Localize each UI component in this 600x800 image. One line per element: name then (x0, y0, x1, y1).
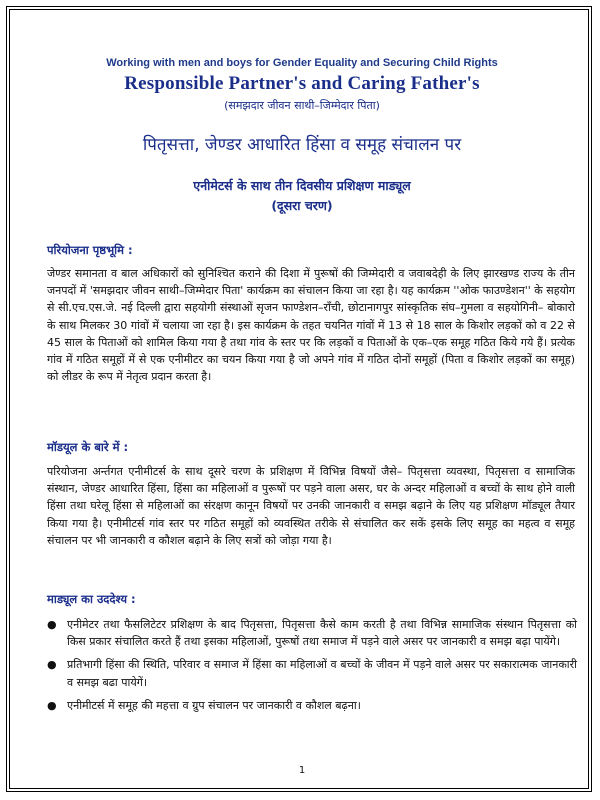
document-page (6, 6, 592, 792)
section-heading-objectives: माड्यूल का उददेश्य : (47, 592, 136, 606)
topic-heading: पितृसत्ता, जेण्डर आधारित हिंसा व समूह संचालन पर (142, 135, 462, 155)
section-heading-about-module: मॉडयूल के बारे में : (47, 440, 129, 454)
module-phase: (दूसरा चरण) (271, 198, 333, 213)
list-item (47, 697, 577, 714)
section-heading-background: परियोजना पृष्ठभूमि : (47, 243, 133, 257)
objective-text: एनीमेटर तथा फैसलिटेटर प्रशिक्षण के बाद पितृसत्ता, पितृसत्ता कैसे काम करती है तथा विभिन्न सामाजिक संस्थान पितृसत्ता को किस प्रकार संचालित करते हैं तथा इसका महिलाओं, पुरूषों तथा समाज में पड़ने वाले असर पर जानकारी व समझ बढ़ा पायेंगे। (67, 618, 577, 649)
main-title: Responsible Partner's and Caring Father's (124, 73, 480, 94)
objective-text: प्रतिभागी हिंसा की स्थिति, परिवार व समाज में हिंसा का महिलाओं व बच्चों के जीवन में पड़ने वाले असर पर सकारात्मक जानकारी व समझ बढा पायेगें। (67, 658, 577, 689)
bullet-icon: ● (47, 698, 57, 712)
bullet-icon: ● (47, 618, 57, 631)
page-number: 1 (298, 765, 306, 776)
about-module-paragraph: परियोजना अर्न्तगत एनीमीटर्स के साथ दूसरे चरण के प्रशिक्षण में विभिन्न विषयों जैसे– पितृसत्ता व्यवस्था, पितृसत्ता व सामाजिक संस्थान, जेण्डर आधारित हिंसा, हिंसा का महिलाओं व पुरूषों पर पड़ने वाला असर, घर के अन्दर महिलाओं व बच्चों के साथ होने वाली हिंसा तथा घरेलू हिंसा से महिलाओं का संरक्षण कानून विषयों पर उनकी जानकारी व समझ बढ़ाने के लिए यह प्रशिक्षण मॉड्यूल तैयार किया गया है। एनीमीटर्स गांव स्तर पर गठित समूहों को व्यवस्थित तरीके से संचालित कर सकें इसके लिए समूह का महत्व व समूह संचालन पर भी जानकारी व कौशल बढ़ाने के लिए सत्रों को जोड़ा गया है। (47, 465, 575, 547)
list-item (47, 616, 577, 650)
tagline: Working with men and boys for Gender Equality and Securing Child Rights (106, 57, 498, 69)
list-item (47, 656, 577, 690)
bullet-icon: ● (47, 658, 57, 672)
module-title: एनीमेटर्स के साथ तीन दिवसीय प्रशिक्षण माड्यूल (193, 178, 411, 193)
objectives-list (47, 616, 577, 720)
main-subtitle: (समझदार जीवन साथी–जिम्मेदार पिता) (224, 99, 380, 112)
background-paragraph: जेण्डर समानता व बाल अधिकारों को सुनिश्चित कराने की दिशा में पुरूषों की जिम्मेदारी व जवाबदेही के लिए झारखण्ड राज्य के तीन जनपदों में 'समझदार जीवन साथी–जिम्मेदार पिता' कार्यक्रम का संचालन किया जा रहा है। यह कार्यक्रम ''ओक फाउण्डेशन'' के सहयोग से सी.एच.एस.जे. नई दिल्ली द्वारा सहयोगी संस्थाओं सृजन फाण्डेशन–राँची, छोटानागपुर सांस्कृतिक संघ–गुमला व सहयोगिनी– बोकारो के साथ मिलकर 30 गांवों में चलाया जा रहा है। इस कार्यक्रम के तहत चयनित गांवों में 13 से 18 साल के किशोर लड़कों को व 22 से 45 साल के पिताओं को शामिल किया गया है तथा गांव के स्तर पर कि लड़कों व पिताओं के एक–एक समूह गठित किये गये हैं। प्रत्येक गांव में गठित समूहों में से एक एनीमीटर का चयन किया गया है जो अपने गांव में गठित दोनों समूहों (पिता व किशोर लड़कों का समूह) को लीडर के रूप में नेतृत्व प्रदान करता है। (47, 267, 575, 384)
objective-text: एनीमीटर्स में समूह की महत्ता व ग्रुप संचालन पर जानकारी व कौशल बढ़ना। (67, 698, 361, 712)
